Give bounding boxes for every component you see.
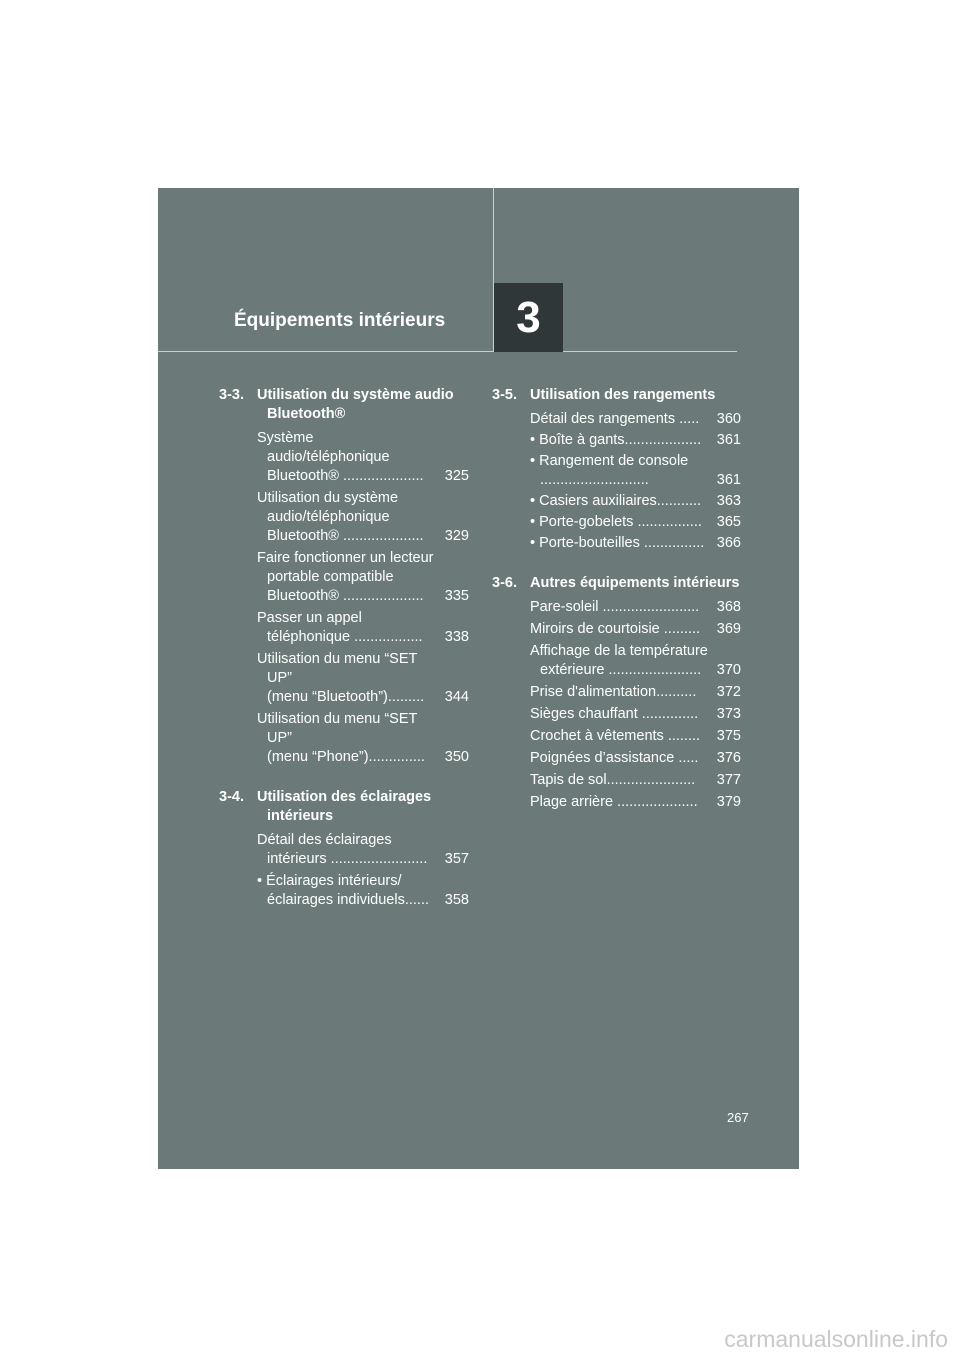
section-number: 3-6.	[492, 575, 517, 591]
toc-entry[interactable]	[530, 452, 741, 490]
toc-entry-title: Crochet à vêtements ........	[530, 728, 701, 744]
toc-entry[interactable]	[530, 642, 741, 680]
chapter-number-box	[494, 283, 563, 352]
toc-entry-title: • Porte-bouteilles ...............	[530, 535, 705, 551]
toc-entry-page: 366	[716, 535, 741, 551]
toc-entry-page: 375	[716, 728, 741, 744]
section-title: Utilisation des rangements	[530, 387, 716, 403]
header-horizontal-rule	[158, 351, 737, 352]
toc-section	[492, 386, 741, 553]
toc-entry-page: 361	[716, 432, 741, 448]
toc-section	[219, 788, 469, 910]
toc-entry-title: • Éclairages intérieurs/ éclairages individuels......	[257, 873, 429, 908]
toc-entry[interactable]	[530, 492, 741, 511]
toc-entry[interactable]	[257, 710, 469, 767]
section-heading	[492, 574, 741, 593]
toc-entry-page: 377	[716, 772, 741, 788]
toc-entry-page: 335	[444, 588, 469, 604]
section-number: 3-5.	[492, 387, 517, 403]
toc-entry-title: Miroirs de courtoisie .........	[530, 621, 701, 637]
toc-entry-page: 365	[716, 514, 741, 530]
toc-section	[492, 574, 741, 812]
toc-entry[interactable]	[530, 620, 741, 639]
toc-entry-title: Passer un appel téléphonique .................	[257, 610, 423, 645]
toc-entry-title: Système audio/téléphonique Bluetooth® ....................	[257, 430, 424, 484]
toc-entry[interactable]	[530, 431, 741, 450]
toc-entry-page: 363	[716, 493, 741, 509]
toc-entry[interactable]	[530, 771, 741, 790]
toc-entry[interactable]	[257, 872, 469, 910]
toc-entry[interactable]	[257, 650, 469, 707]
section-entries	[257, 831, 469, 910]
toc-entry-title: • Casiers auxiliaires...........	[530, 493, 702, 509]
toc-entry-title: Plage arrière ....................	[530, 794, 698, 810]
toc-entry-title: Utilisation du système audio/téléphonique Bluetooth® ....................	[257, 490, 424, 544]
toc-entry-title: Prise d'alimentation..........	[530, 684, 697, 700]
toc-entry[interactable]	[257, 609, 469, 647]
toc-entry[interactable]	[530, 793, 741, 812]
toc-entry-page: 325	[444, 468, 469, 484]
section-title: Utilisation du système audio Bluetooth®	[257, 387, 454, 422]
toc-left-column	[219, 386, 469, 931]
toc-entry-page: 360	[716, 411, 741, 427]
toc-entry-page: 379	[716, 794, 741, 810]
toc-entry-title: • Rangement de console ...........................	[530, 453, 689, 488]
toc-entry-page: 373	[716, 706, 741, 722]
toc-entry-title: Pare-soleil ........................	[530, 599, 700, 615]
toc-entry-page: 344	[444, 689, 469, 705]
toc-entry[interactable]	[530, 683, 741, 702]
chapter-title: Équipements intérieurs	[234, 310, 446, 331]
section-entries	[530, 598, 741, 812]
toc-entry-page: 372	[716, 684, 741, 700]
section-title: Autres équipements intérieurs	[530, 575, 740, 591]
toc-entry[interactable]	[530, 513, 741, 532]
section-number: 3-3.	[219, 387, 244, 403]
toc-entry-title: Détail des éclairages intérieurs ........................	[257, 832, 428, 867]
toc-entry-page: 368	[716, 599, 741, 615]
toc-entry-title: Affichage de la température extérieure .......................	[530, 643, 708, 678]
toc-entry-page: 358	[444, 892, 469, 908]
section-title: Utilisation des éclairages intérieurs	[257, 789, 432, 824]
toc-entry-title: Tapis de sol......................	[530, 772, 696, 788]
section-heading	[492, 386, 741, 405]
section-entries	[530, 410, 741, 553]
toc-entry[interactable]	[530, 534, 741, 553]
toc-entry-title: Utilisation du menu “SET UP” (menu “Bluetooth”).........	[257, 651, 425, 705]
toc-entry-title: Détail des rangements .....	[530, 411, 700, 427]
toc-entry-title: Faire fonctionner un lecteur portable compatible Bluetooth® ....................	[257, 550, 434, 604]
toc-entry-title: Utilisation du menu “SET UP” (menu “Phone”)..............	[257, 711, 425, 765]
toc-entry[interactable]	[530, 727, 741, 746]
toc-entry[interactable]	[530, 598, 741, 617]
toc-entry[interactable]	[530, 749, 741, 768]
watermark: carmanualsonline.info	[724, 1326, 948, 1352]
section-entries	[257, 429, 469, 767]
toc-entry-title: Poignées d’assistance .....	[530, 750, 699, 766]
toc-entry-page: 338	[444, 629, 469, 645]
toc-entry-page: 361	[716, 472, 741, 488]
toc-entry-page: 329	[444, 528, 469, 544]
toc-entry[interactable]	[257, 549, 469, 606]
section-heading	[219, 386, 469, 424]
toc-entry[interactable]	[530, 705, 741, 724]
toc-right-column	[492, 386, 741, 833]
toc-entry-page: 370	[716, 662, 741, 678]
toc-entry-page: 357	[444, 851, 469, 867]
toc-entry-page: 376	[716, 750, 741, 766]
toc-section	[219, 386, 469, 767]
toc-entry-page: 369	[716, 621, 741, 637]
page-number: 267	[727, 1110, 749, 1125]
toc-entry-title: Sièges chauffant ..............	[530, 706, 699, 722]
chapter-number: 3	[516, 292, 541, 342]
section-number: 3-4.	[219, 789, 244, 805]
section-heading	[219, 788, 469, 826]
toc-entry-page: 350	[444, 749, 469, 765]
toc-entry[interactable]	[257, 831, 469, 869]
toc-entry-title: • Porte-gobelets ................	[530, 514, 702, 530]
toc-entry[interactable]	[257, 489, 469, 546]
toc-entry-title: • Boîte à gants...................	[530, 432, 702, 448]
toc-entry[interactable]	[257, 429, 469, 486]
toc-entry[interactable]	[530, 410, 741, 429]
